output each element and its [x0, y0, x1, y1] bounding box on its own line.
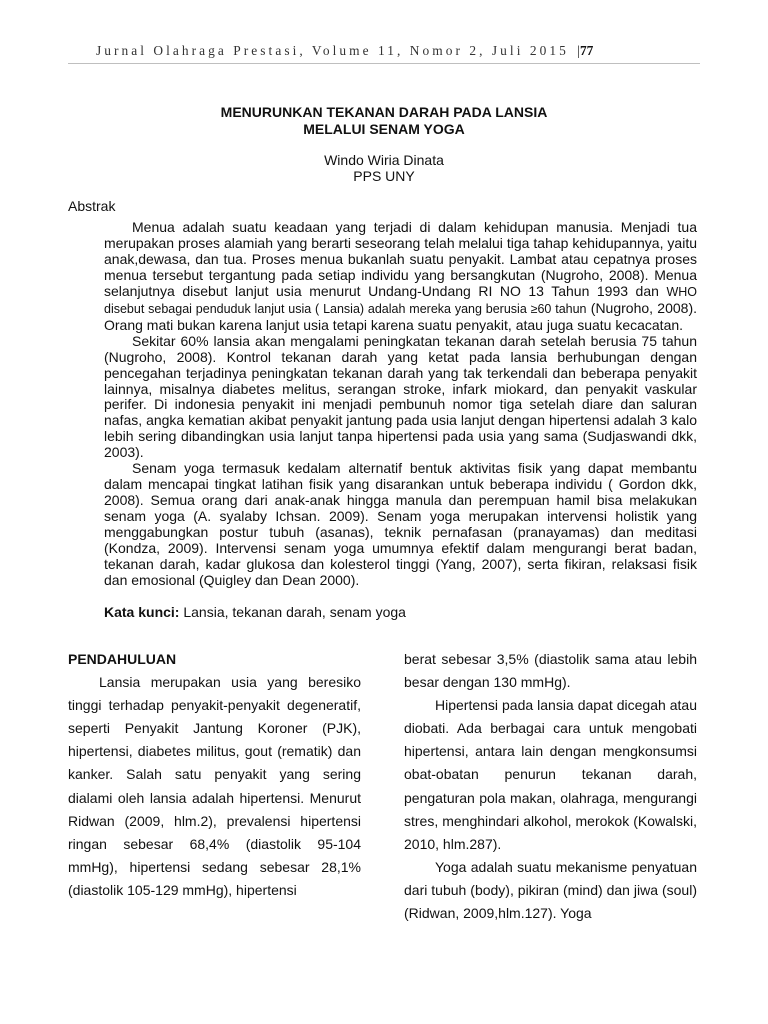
right-column: [404, 648, 697, 925]
author-affiliation: PPS UNY: [353, 168, 415, 184]
section-heading-pendahuluan: PENDAHULUAN: [68, 651, 177, 667]
left-column: [68, 648, 361, 902]
author-name: Windo Wiria Dinata: [324, 152, 444, 168]
header-rule: [68, 63, 700, 64]
keywords-label: Kata kunci:: [104, 604, 180, 620]
abstract-heading: Abstrak: [68, 198, 116, 214]
abstract-paragraph-3: Senam yoga termasuk kedalam alternatif bentuk aktivitas fisik yang dapat membantu dalam mencapai tingkat latihan fisik yang disarankan untuk beberapa individu ( Gordon dkk, 2008). Semua orang dari anak-anak hingga manula dan perempuan hamil bisa melakukan senam yoga (A. syalaby Ichsan. 2009). Senam yoga merupakan intervensi holistik yang menggabungkan postur tubuh (asanas), teknik pernafasan (pranayamas) dan meditasi (Kondza, 2009). Intervensi senam yoga umumnya efektif dalam mengurangi berat badan, tekanan darah, kadar glukosa dan kolesterol tinggi (Yang, 2007), serta fikiran, relaksasi fisik dan emosional (Quigley dan Dean 2000).: [104, 460, 697, 588]
title-line-2: MELALUI SENAM YOGA: [303, 121, 465, 137]
abstract-paragraph-1: [104, 220, 697, 334]
author-block: [68, 152, 700, 184]
header-separator: |: [577, 43, 580, 58]
body-paragraph: Yoga adalah suatu mekanisme penyatuan dari tubuh (body), pikiran (mind) dan jiwa (soul) (Ridwan, 2009,hlm.127). Yoga: [404, 858, 697, 922]
page-number: 77: [579, 43, 594, 58]
body-paragraph: berat sebesar 3,5% (diastolik sama atau lebih besar dengan 130 mmHg).: [404, 651, 697, 691]
body-paragraph: Lansia merupakan usia yang beresiko tinggi terhadap penyakit-penyakit degeneratif, seperti Penyakit Jantung Koroner (PJK), hipertensi, diabetes militus, gout (rematik) dan kanker. Salah satu penyakit yang sering dialami oleh lansia adalah hipertensi. Menurut Ridwan (2009, hlm.2), prevalensi hipertensi ringan sebesar 68,4% (diastolik 95-104 mmHg), hipertensi sedang sebesar 28,1%(diastolik 105-129 mmHg), hipertensi: [68, 674, 361, 898]
abstract-p1-part-b: WHO disebut sebagai penduduk lanjut usia ( Lansia) adalah mereka yang berusia ≥60 tahun: [104, 284, 698, 316]
abstract-body: [104, 220, 697, 589]
keywords-text: Lansia, tekanan darah, senam yoga: [183, 604, 406, 620]
paper-title: [68, 104, 700, 138]
running-header: [96, 43, 696, 59]
journal-name: Jurnal Olahraga Prestasi, Volume 11, Nomor 2, Juli 2015: [96, 43, 569, 58]
abstract-p1-part-c: (Nugroho, 2008). Orang mati bukan karena lanjut usia tetapi karena suatu penyakit, atau juga suatu kecacatan.: [104, 299, 697, 333]
title-line-1: MENURUNKAN TEKANAN DARAH PADA LANSIA: [220, 104, 548, 120]
keywords: [104, 604, 406, 620]
abstract-paragraph-2: Sekitar 60% lansia akan mengalami peningkatan tekanan darah setelah berusia 75 tahun (Nugroho, 2008). Kontrol tekanan darah yang ketat pada lansia berhubungan dengan pencegahan terjadinya peningkatan tekanan darah yang tak terkendali dan beberapa penyakit lainnya, misalnya diabetes melitus, serangan stroke, infark miokard, dan penyakit vaskular perifer. Di indonesia penyakit ini menjadi pembunuh nomor tiga setelah diare dan saluran nafas, angka kematian akibat penyakit jantung pada usia lanjut dengan hipertensi adalah 3 kalo lebih sering dibandingkan usia lanjut tanpa hipertensi pada usia yang sama (Sudjaswandi dkk, 2003).: [104, 332, 697, 461]
abstract-p1-part-a: Menua adalah suatu keadaan yang terjadi di dalam kehidupan manusia. Menjadi tua merupakan proses alamiah yang berarti seseorang telah melalui tiga tahap kehidupannya, yaitu anak,dewasa, dan tua. Proses menua bukanlah suatu penyakit. Lambat atau cepatnya proses menua tersebut tergantung pada setiap individu yang bersangkutan (Nugroho, 2008). Menua selanjutnya disebut lanjut usia menurut Undang-Undang RI NO 13 Tahun 1993 dan: [104, 219, 697, 299]
body-paragraph: Hipertensi pada lansia dapat dicegah atau diobati. Ada berbagai cara untuk mengobati hipertensi, antara lain dengan mengkonsumsi obat-obatan penurun tekanan darah, pengaturan pola makan, olahraga, mengurangi stres, menghindari alkohol, merokok (Kowalski, 2010, hlm.287).: [404, 697, 697, 852]
